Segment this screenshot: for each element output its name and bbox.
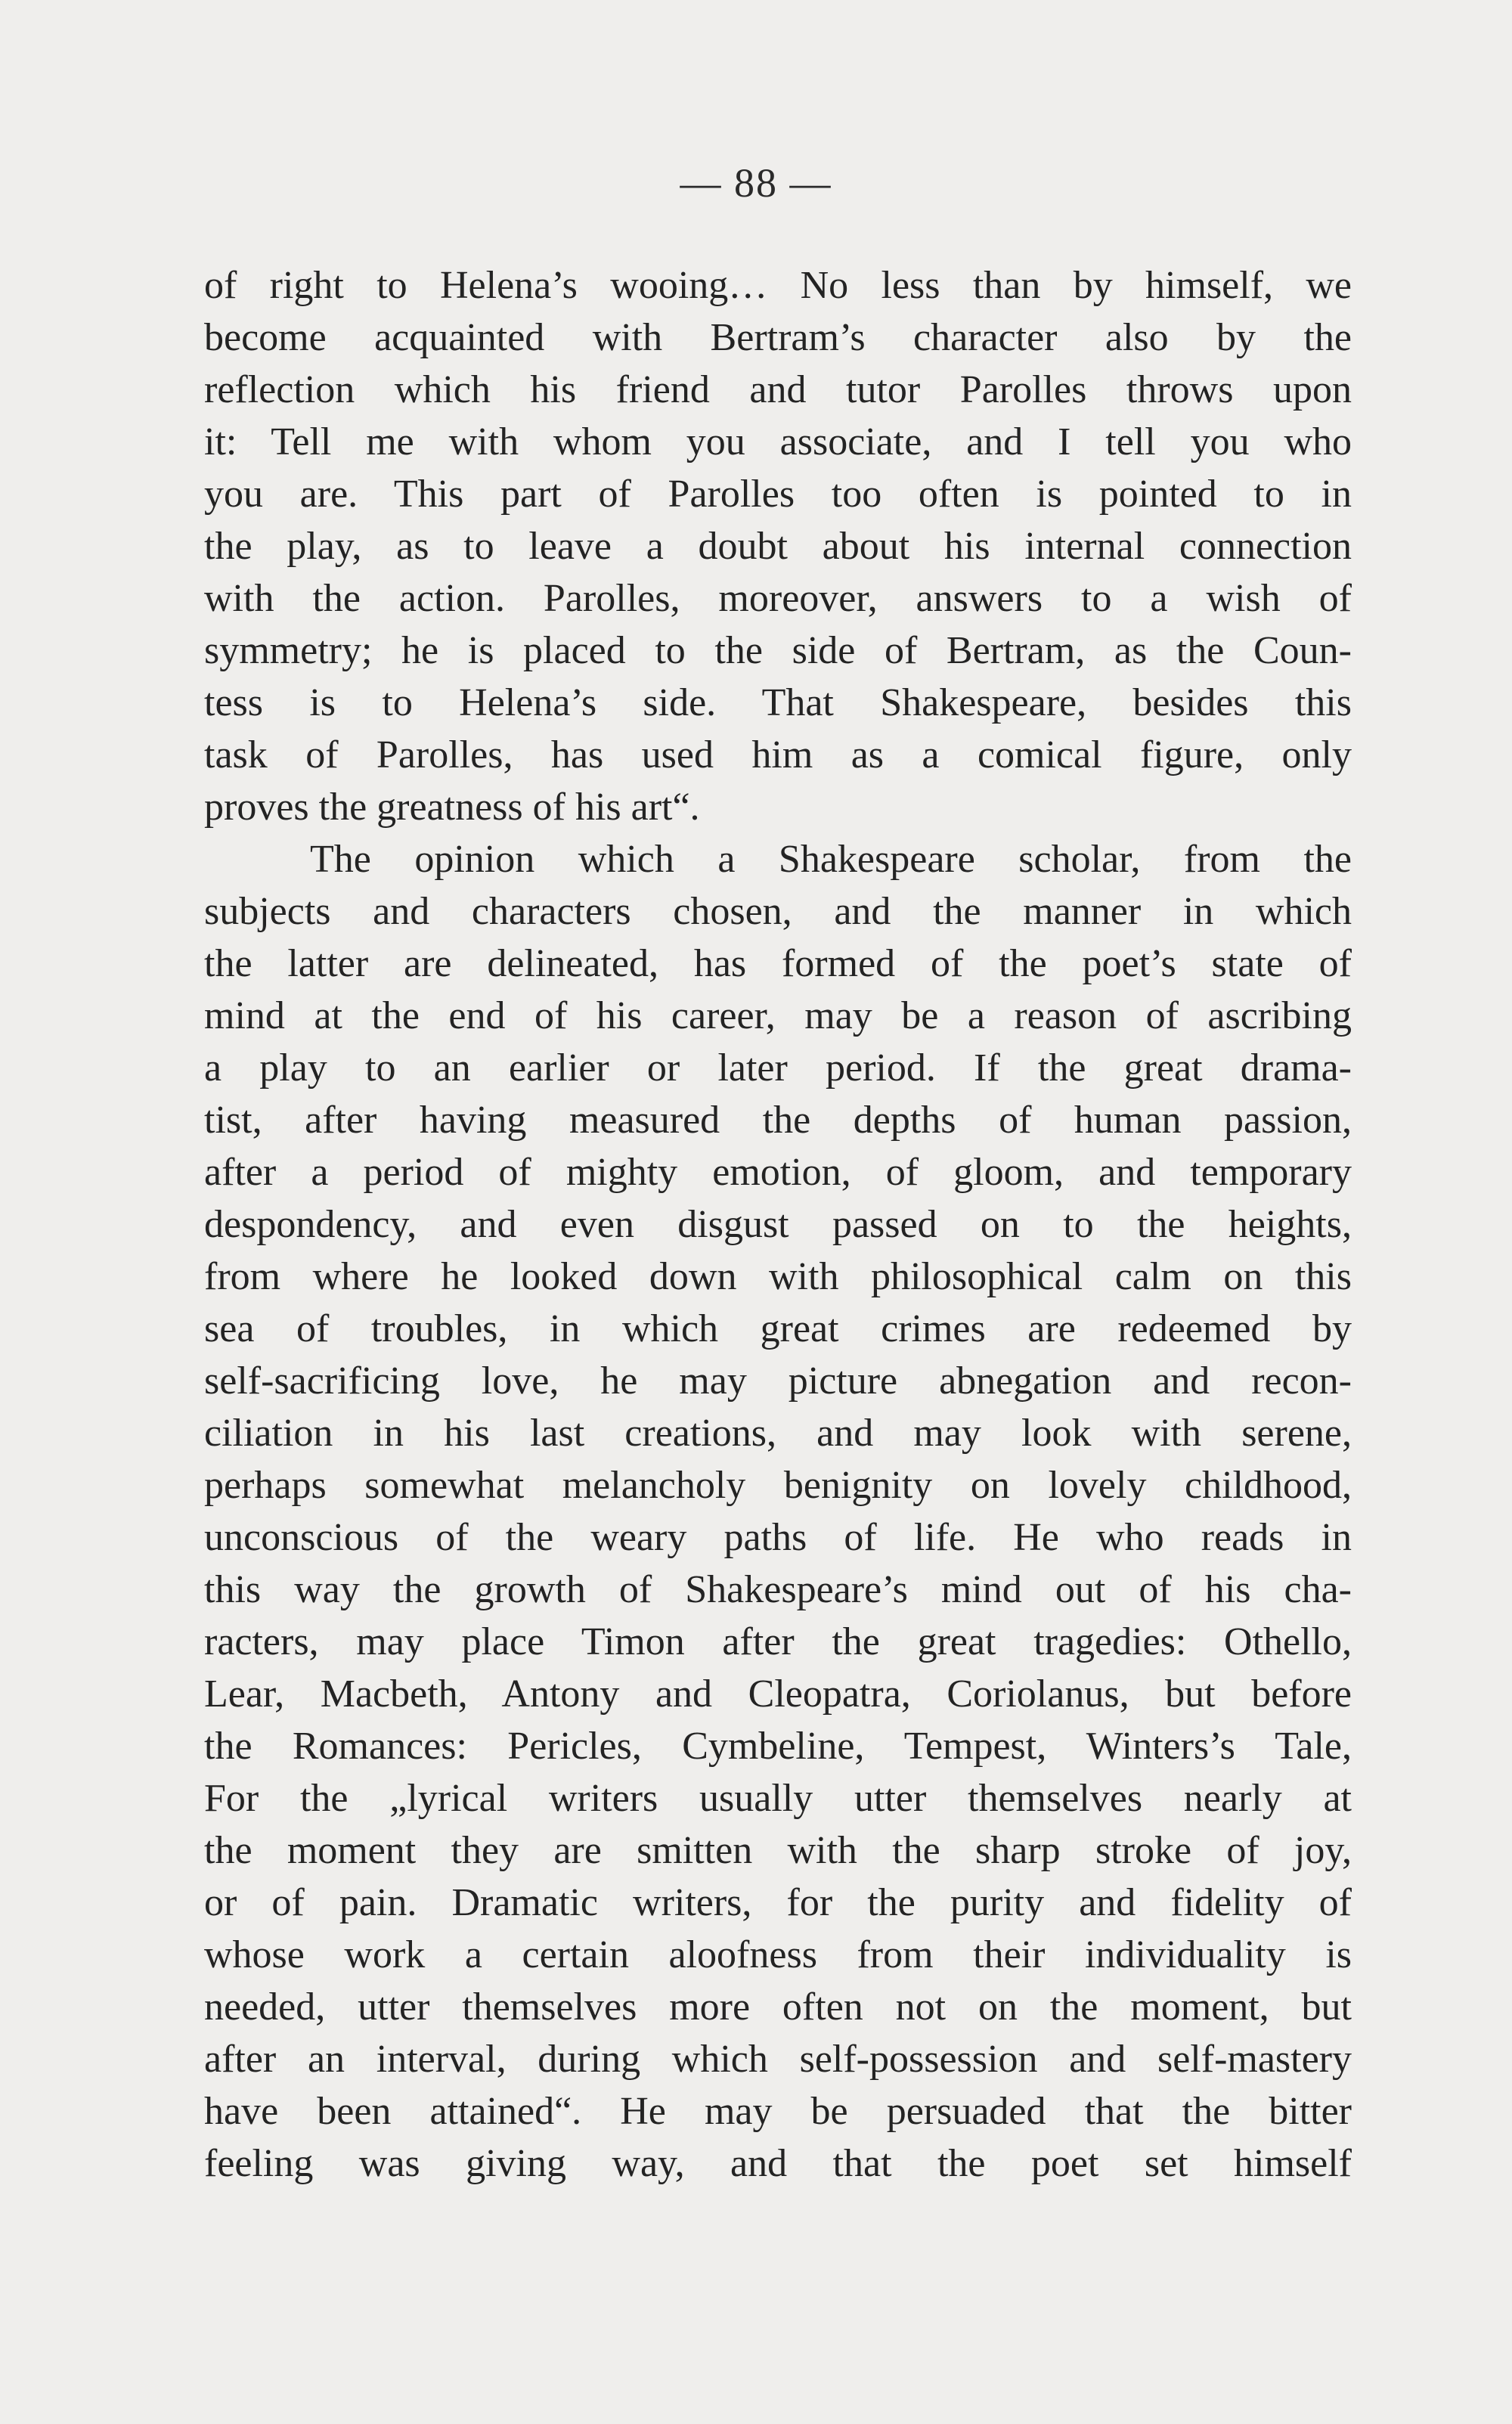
text-line: whose work a certain aloofness from their individuality is	[204, 1933, 1352, 1976]
text-line: feeling was giving way, and that the poet set himself	[204, 2142, 1352, 2185]
text-line: despondency, and even disgust passed on to the heights,	[204, 1203, 1352, 1246]
text-line: needed, utter themselves more often not on the moment, but	[204, 1985, 1352, 2029]
body-text	[204, 259, 1352, 2190]
text-line: a play to an earlier or later period. If the great drama-	[204, 1046, 1352, 1090]
text-line: Lear, Macbeth, Antony and Cleopatra, Coriolanus, but before	[204, 1672, 1352, 1716]
page-number: — 88 —	[680, 160, 832, 206]
text-line: ciliation in his last creations, and may look with serene,	[204, 1412, 1352, 1455]
text-line: the moment they are smitten with the sharp stroke of joy,	[204, 1829, 1352, 1872]
text-line: self-sacrificing love, he may picture abnegation and recon-	[204, 1359, 1352, 1403]
text-line: become acquainted with Bertram’s character also by the	[204, 316, 1352, 359]
paragraph-end-line: proves the greatness of his art“.	[204, 786, 700, 829]
text-line: reflection which his friend and tutor Parolles throws upon	[204, 368, 1352, 411]
text-line: have been attained“. He may be persuaded that the bitter	[204, 2090, 1352, 2133]
text-line: or of pain. Dramatic writers, for the purity and fidelity of	[204, 1881, 1352, 1924]
text-line: sea of troubles, in which great crimes are redeemed by	[204, 1307, 1352, 1350]
text-line: you are. This part of Parolles too often is pointed to in	[204, 473, 1352, 516]
text-line: the Romances: Pericles, Cymbeline, Tempest, Winters’s Tale,	[204, 1725, 1352, 1768]
text-line: For the „lyrical writers usually utter themselves nearly at	[204, 1777, 1352, 1820]
text-line: tist, after having measured the depths of human passion,	[204, 1099, 1352, 1142]
text-line: after a period of mighty emotion, of gloom, and temporary	[204, 1151, 1352, 1194]
text-line: mind at the end of his career, may be a reason of ascribing	[204, 994, 1352, 1037]
text-line: the play, as to leave a doubt about his internal connection	[204, 525, 1352, 568]
text-line: from where he looked down with philosophical calm on this	[204, 1255, 1352, 1298]
text-line: subjects and characters chosen, and the manner in which	[204, 890, 1352, 933]
text-line: task of Parolles, has used him as a comical figure, only	[204, 733, 1352, 776]
text-line: of right to Helena’s wooing… No less than by himself, we	[204, 264, 1352, 307]
text-line: it: Tell me with whom you associate, and I tell you who	[204, 420, 1352, 463]
paragraph-start-line: The opinion which a Shakespeare scholar, from the	[310, 838, 1352, 881]
text-line: unconscious of the weary paths of life. He who reads in	[204, 1516, 1352, 1559]
text-line: after an interval, during which self-possession and self-mastery	[204, 2038, 1352, 2081]
text-line: with the action. Parolles, moreover, answers to a wish of	[204, 577, 1352, 620]
text-line: the latter are delineated, has formed of the poet’s state of	[204, 942, 1352, 985]
text-line: this way the growth of Shakespeare’s mind out of his cha-	[204, 1568, 1352, 1611]
text-line: perhaps somewhat melancholy benignity on lovely childhood,	[204, 1464, 1352, 1507]
text-line: racters, may place Timon after the great tragedies: Othello,	[204, 1620, 1352, 1663]
text-line: symmetry; he is placed to the side of Bertram, as the Coun-	[204, 629, 1352, 672]
text-line: tess is to Helena’s side. That Shakespeare, besides this	[204, 681, 1352, 724]
